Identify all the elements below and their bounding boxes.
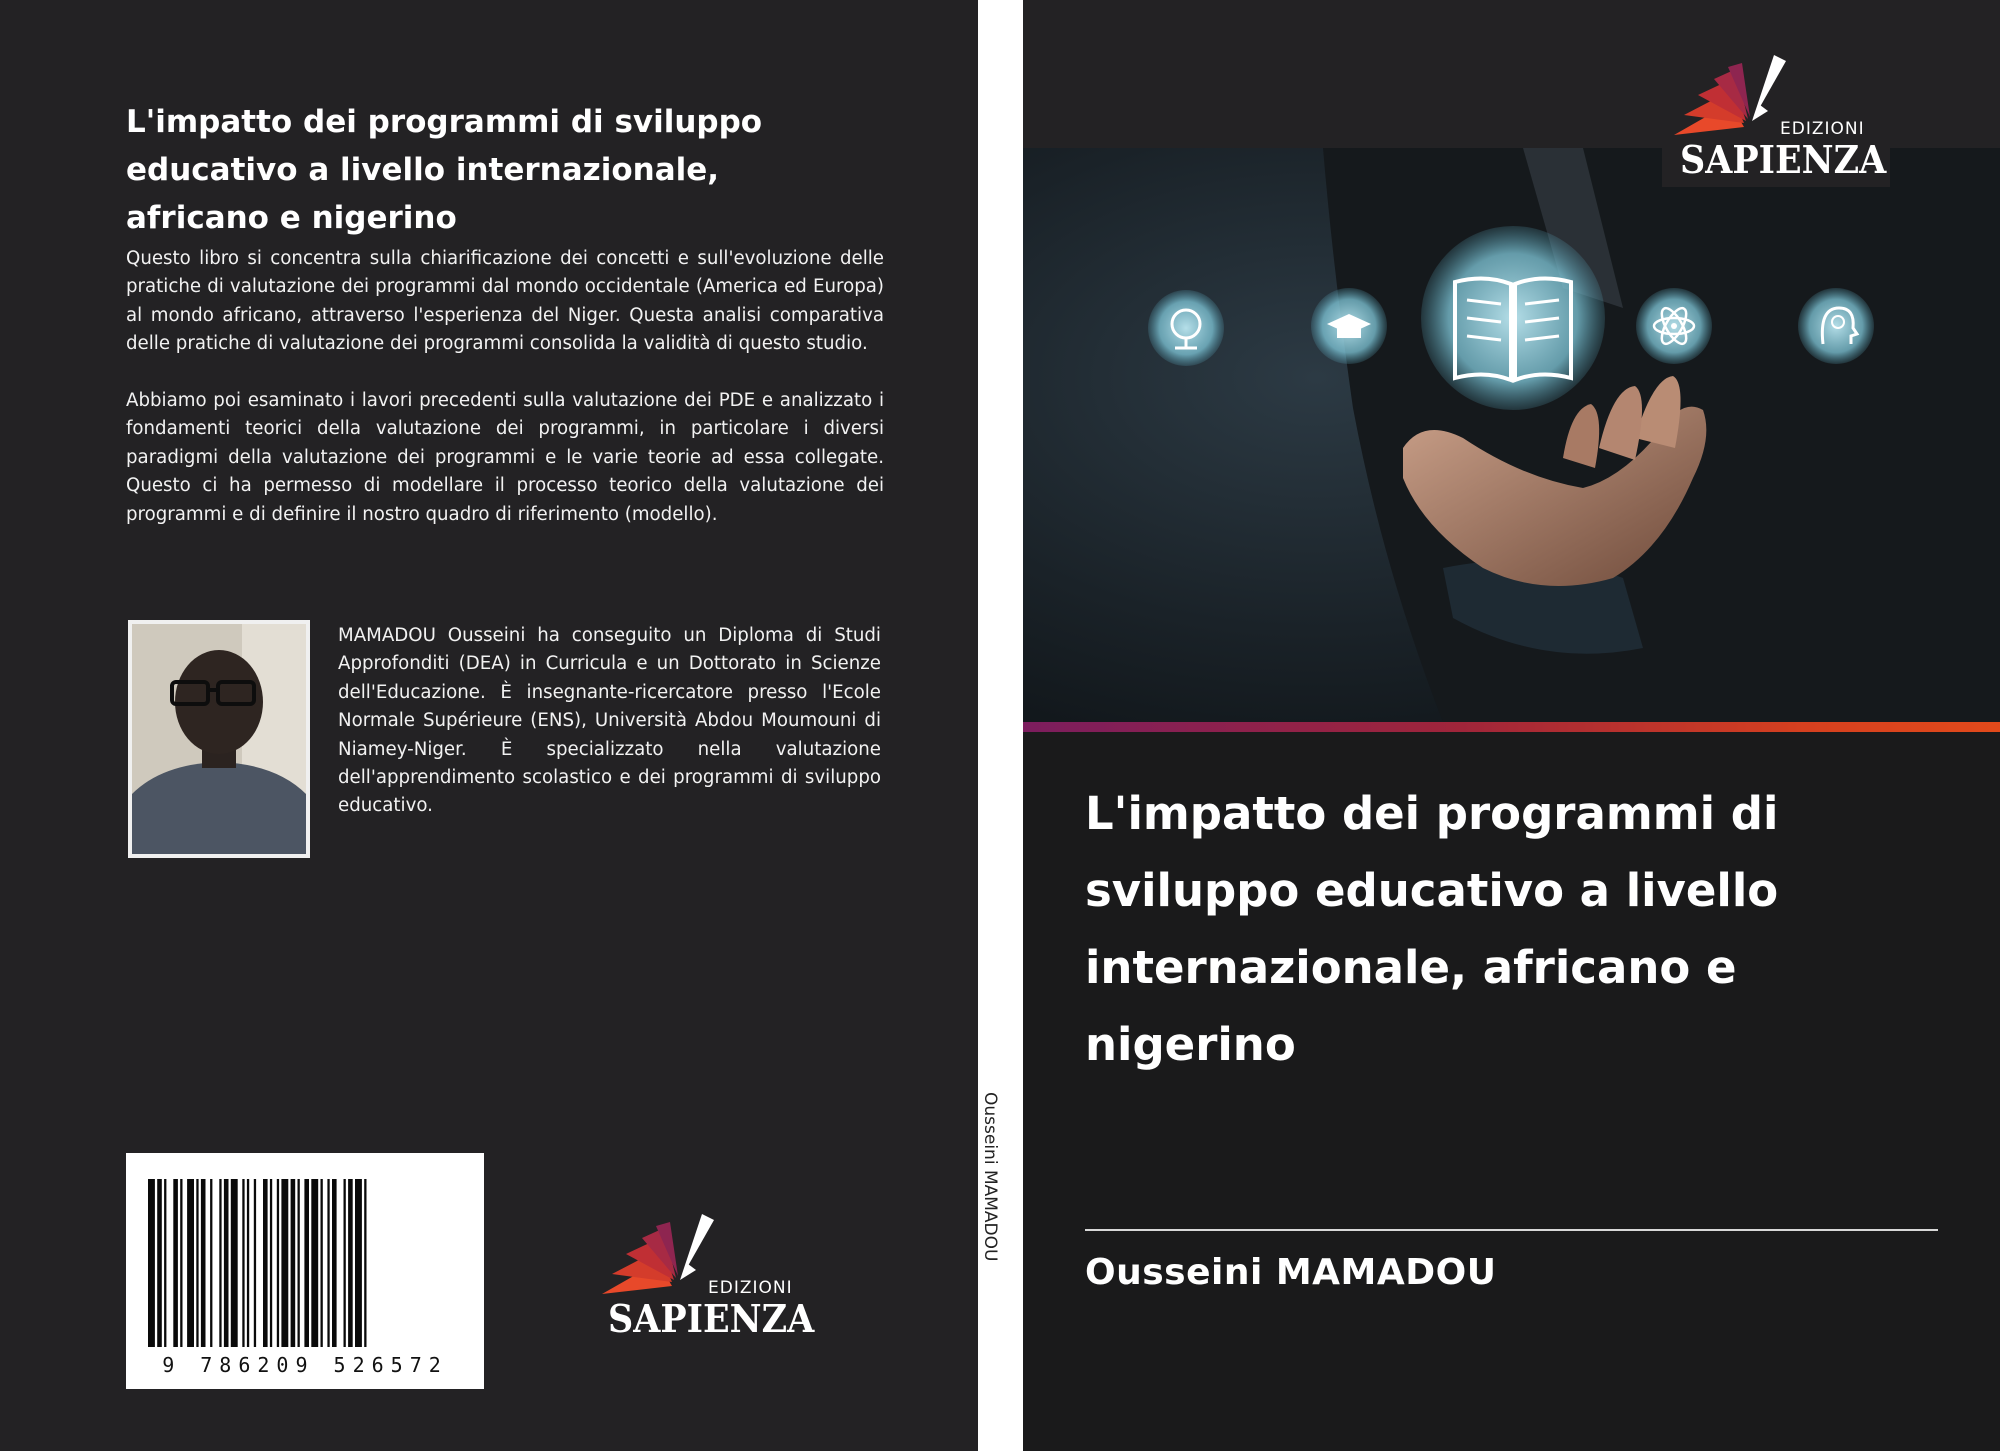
barcode-bar xyxy=(180,1179,182,1347)
barcode-bar xyxy=(263,1179,268,1347)
barcode-bar xyxy=(291,1179,296,1347)
barcode-bar xyxy=(332,1179,337,1347)
back-cover-paragraph-2: Abbiamo poi esaminato i lavori precedenti sulla valutazione dei PDE e analizzato i fondamenti teorici della valutazione dei programmi, in particolare i diversi paradigmi della valutazione dei programmi e le varie teorie ad essa collegate. Questo ci ha permesso di modellare il processo teorico della valutazione dei programmi e di definire il nostro quadro di riferimento (modello). xyxy=(126,390,884,525)
front-cover xyxy=(1023,0,2000,1451)
back-cover-title: L'impatto dei programmi di sviluppo educativo a livello internazionale, africano e nigerino xyxy=(126,104,763,236)
front-cover-title: L'impatto dei programmi di sviluppo educativo a livello internazionale, africano e nigerino xyxy=(1085,787,1779,1071)
barcode-bar xyxy=(355,1179,362,1347)
isbn-barcode xyxy=(126,1153,484,1389)
publisher-logo-sapienza: SAPIENZA xyxy=(1680,137,1887,182)
publisher-logo-edizioni: EDIZIONI xyxy=(1780,119,1865,139)
author-portrait-image xyxy=(132,624,306,854)
publisher-logo-sapienza: SAPIENZA xyxy=(608,1296,815,1341)
barcode-digits: 9 786209 526572 xyxy=(162,1353,448,1377)
author-photo xyxy=(128,620,310,858)
spine-author: Ousseini MAMADOU xyxy=(980,1092,1000,1262)
barcode-bar xyxy=(231,1179,238,1347)
barcode-bar xyxy=(247,1179,249,1347)
accent-stripe xyxy=(1023,722,2000,732)
barcode-bar xyxy=(344,1179,346,1347)
back-cover-paragraph-1: Questo libro si concentra sulla chiarificazione dei concetti e sull'evoluzione delle pratiche di valutazione dei programmi dal mondo occidentale (America ed Europa) al mondo africano, attraverso l'esperienza del Niger. Questa analisi comparativa delle pratiche di valutazione dei programmi consolida la validità di questo studio. xyxy=(126,248,884,355)
publisher-logo-back xyxy=(598,1210,816,1346)
barcode-bar xyxy=(270,1179,272,1347)
barcode-bar xyxy=(210,1179,212,1347)
barcode-bar xyxy=(311,1179,318,1347)
barcode-bar xyxy=(298,1179,300,1347)
barcode-bar xyxy=(196,1179,198,1347)
barcode-bar xyxy=(304,1179,309,1347)
front-cover-author: Ousseini MAMADOU xyxy=(1085,1252,1497,1293)
barcode-bar xyxy=(348,1179,353,1347)
author-bio: MAMADOU Ousseini ha conseguito un Diploma di Studi Approfonditi (DEA) in Curricula e un Dottorato in Scienze dell'Educazione. È insegnante-ricercatore presso l'Ecole Normale Supérieure (ENS), Università Abdou Moumouni di Niamey-Niger. È specializzato nella valutazione dell'apprendimento scolastico e dei programmi di sviluppo educativo. xyxy=(338,625,881,817)
publisher-logo-front xyxy=(1662,55,1890,187)
barcode-bar xyxy=(164,1179,166,1347)
cover-illustration xyxy=(1023,148,2000,722)
barcode-bar xyxy=(364,1179,366,1347)
barcode-bar xyxy=(157,1179,162,1347)
back-cover xyxy=(0,0,978,1451)
brain-head-icon xyxy=(1798,288,1874,364)
publisher-logo-edizioni: EDIZIONI xyxy=(708,1278,793,1298)
barcode-bar xyxy=(224,1179,229,1347)
barcode-bar xyxy=(277,1179,279,1347)
barcode-bar xyxy=(254,1179,256,1347)
barcode-bar xyxy=(242,1179,244,1347)
barcode-bar xyxy=(327,1179,329,1347)
barcode-bar xyxy=(148,1179,155,1347)
barcode-bar xyxy=(219,1179,221,1347)
hand-with-education-icons xyxy=(1023,148,2000,722)
barcode-bar xyxy=(281,1179,288,1347)
globe-icon xyxy=(1148,290,1224,366)
front-cover-divider xyxy=(1085,1229,1938,1231)
barcode-bar xyxy=(173,1179,178,1347)
barcode-bars xyxy=(126,1153,484,1353)
barcode-bar xyxy=(187,1179,194,1347)
barcode-bar xyxy=(321,1179,323,1347)
barcode-bar xyxy=(201,1179,206,1347)
